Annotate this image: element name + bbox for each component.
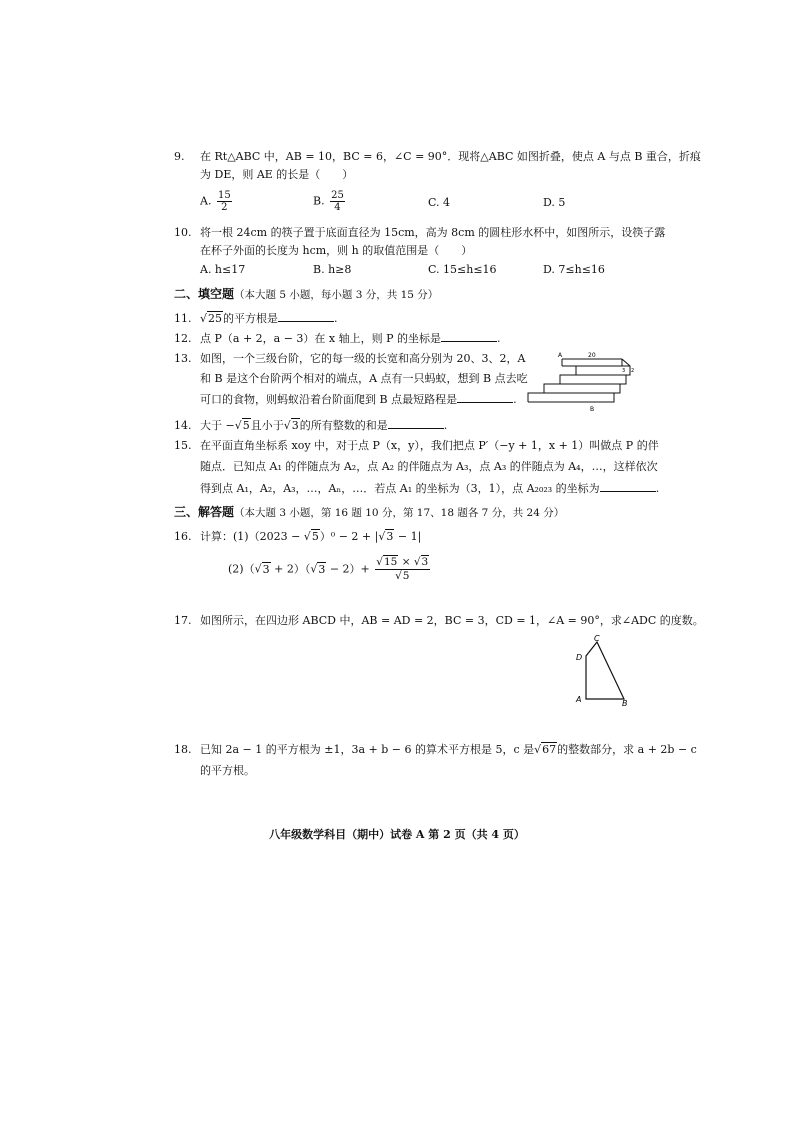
staircase-label-b: B — [590, 406, 595, 412]
vertex-label-b: B — [622, 699, 628, 708]
section-solutions-title: 三、解答题 — [174, 505, 235, 519]
q14-radicand-2: 3 — [291, 419, 299, 432]
q9-option-b — [313, 190, 345, 213]
section-solutions-heading — [174, 505, 564, 521]
q16-part2-text-b: + 2）（ — [270, 562, 311, 576]
staircase-figure — [522, 350, 642, 412]
q15-text-3: 得到点 A₁，A₂，A₃，…，Aₙ，…．若点 A₁ 的坐标为（3，1），点 A₂₀₂₃ 的坐标为 — [200, 482, 600, 495]
q10-option-d: D. 7≤h≤16 — [543, 263, 605, 276]
section-fill-in-note: （本大题 5 小题，每小题 3 分，共 15 分） — [234, 289, 439, 301]
q14-answer-blank[interactable] — [388, 418, 444, 429]
q18-text-1a: 已知 2a − 1 的平方根为 ±1，3a + b − 6 的算术平方根是 5，c 是 — [200, 743, 535, 756]
section-solutions-note: （本大题 3 小题，第 16 题 10 分，第 17、18 题各 7 分，共 24 分） — [234, 507, 565, 519]
q11-radicand: 25 — [208, 312, 223, 325]
section-fill-in-heading — [174, 287, 438, 303]
q16-part1-radicand-2: 3 — [386, 530, 394, 543]
staircase-label-height: 2 — [631, 368, 635, 374]
q15-line1 — [174, 439, 659, 453]
q14-radicand-1: 5 — [242, 419, 250, 432]
q9-option-c: C. 4 — [428, 196, 451, 209]
section-fill-in-title: 二、填空题 — [174, 287, 235, 301]
q16-part2-radicand-2: 3 — [318, 562, 326, 576]
q13-line3 — [200, 392, 517, 407]
q10-line2: 在杯子外面的长度为 hcm，则 h 的取值范围是（ ） — [200, 244, 473, 257]
q17-text: 如图所示，在四边形 ABCD 中，AB = AD = 2，BC = 3，CD = 1，∠A = 90°，求∠ADC 的度数。 — [200, 614, 704, 627]
q9-option-a-fraction — [217, 190, 232, 213]
q13-text-1: 如图，一个三级台阶，它的每一级的长宽和高分别为 20、3、2，A — [200, 352, 526, 365]
q9-line2: 为 DE，则 AE 的长是（ ） — [200, 168, 354, 181]
q9-option-b-fraction — [330, 190, 345, 213]
vertex-label-a: A — [576, 695, 582, 704]
q16-part2-numerator: √15 × √3 — [376, 556, 429, 568]
q15-line3 — [200, 481, 659, 496]
q16-part2-num-radicand-1: 15 — [383, 556, 398, 568]
q16-part2-denominator: √5 — [395, 570, 410, 582]
q9-option-d: D. 5 — [543, 196, 566, 209]
q18-radicand: 67 — [542, 743, 557, 756]
q16-part2-radicand-1: 3 — [262, 562, 270, 576]
q11-number: 11. — [174, 312, 192, 325]
q12-period: . — [497, 332, 501, 345]
q14-text-1: 大于 − — [200, 419, 235, 432]
q13-line1 — [174, 352, 525, 366]
q16-part1-text-c: − 1| — [394, 530, 422, 543]
staircase-side-profile — [592, 359, 630, 402]
staircase-label-a: A — [558, 352, 563, 359]
q11-text: 的平方根是 — [223, 312, 279, 325]
q18-line2: 的平方根。 — [200, 764, 255, 777]
q12-text: 点 P（a + 2，a − 3）在 x 轴上，则 P 的坐标是 — [200, 332, 442, 345]
q15-answer-blank[interactable] — [600, 481, 656, 492]
staircase-label-length: 20 — [588, 352, 596, 359]
q12 — [174, 331, 501, 346]
q9-text-1: 在 Rt△ABC 中，AB = 10，BC = 6，∠C = 90°．现将△ABC 如图折叠，使点 A 与点 B 重合，折痕 — [200, 150, 701, 163]
quadrilateral-abcd — [586, 642, 624, 699]
q9-option-a-denominator: 2 — [221, 202, 228, 213]
q17 — [174, 614, 704, 628]
q16-part2-fraction — [375, 556, 430, 583]
q16-part2-den-radicand: 5 — [402, 570, 410, 582]
q16-part1: 16. 计算：(1)（2023 − √5）⁰ − 2 + |√3 − 1| — [174, 530, 422, 543]
q15-number: 15. — [174, 439, 192, 452]
q9-option-b-denominator: 4 — [334, 202, 341, 213]
vertex-label-c: C — [594, 634, 600, 643]
q16-part2-num-radicand-2: 3 — [421, 556, 429, 568]
q9-line1 — [174, 150, 701, 164]
vertex-label-d: D — [576, 653, 583, 662]
q10-option-a: A. h≤17 — [200, 263, 246, 276]
page-footer: 八年级数学科目（期中）试卷 A 第 2 页（共 4 页） — [269, 828, 525, 841]
q17-number: 17. — [174, 614, 192, 627]
q14-text-3: 的所有整数的和是 — [299, 419, 388, 432]
q11: 11. √25的平方根是 . — [174, 312, 338, 325]
q16-part1-text-a: 计算：(1)（2023 − — [200, 530, 304, 543]
q10-line1 — [174, 226, 665, 240]
q16-part2-num-times: × — [398, 556, 414, 568]
q12-number: 12. — [174, 332, 192, 345]
q15-line2: 随点．已知点 A₁ 的伴随点为 A₂，点 A₂ 的伴随点为 A₃，点 A₃ 的伴随点为 A₄，…，这样依次 — [200, 460, 658, 473]
q14-number: 14. — [174, 419, 192, 432]
q14: 14. 大于 −√5且小于√3的所有整数的和是 . — [174, 419, 448, 432]
q10-number: 10. — [174, 226, 192, 239]
q13-line2: 和 B 是这个台阶两个相对的端点，A 点有一只蚂蚁，想到 B 点去吃 — [200, 372, 528, 385]
q16-part2-text-a: (2)（ — [228, 562, 255, 576]
q15-period: . — [655, 482, 660, 495]
q11-answer-blank[interactable] — [278, 311, 334, 322]
q18-number: 18. — [174, 743, 192, 756]
q10-text-1: 将一根 24cm 的筷子置于底面直径为 15cm，高为 8cm 的圆柱形水杯中，如图所示，设筷子露 — [200, 226, 666, 239]
staircase-label-width: 3 — [622, 368, 626, 374]
quadrilateral-figure — [572, 632, 636, 708]
q16-part2: (2)（√3 + 2）（√3 − 2）+ $\frac{√15 \times √3}{√5}$ — [228, 556, 429, 582]
q13-answer-blank[interactable] — [457, 392, 513, 403]
q13-period: . — [513, 393, 517, 406]
q18-line1: 18. 已知 2a − 1 的平方根为 ±1，3a + b − 6 的算术平方根是 5，c 是√67的整数部分，求 a + 2b − c — [174, 743, 697, 756]
q14-period: . — [443, 419, 448, 432]
q9-option-a-numerator: 15 — [217, 190, 231, 201]
q16-part1-radicand: 5 — [311, 530, 319, 543]
q10-option-c: C. 15≤h≤16 — [428, 263, 497, 276]
q16-part1-text-b: ）⁰ − 2 + | — [319, 530, 379, 543]
q11-period: . — [334, 312, 338, 325]
q13-text-3: 可口的食物，则蚂蚁沿着台阶面爬到 B 点最短路程是 — [200, 393, 458, 406]
q9-option-a-label: A. — [200, 194, 212, 208]
q18-text-1b: 的整数部分，求 a + 2b − c — [557, 743, 697, 756]
q16-part2-text-c: − 2）+ — [326, 562, 370, 576]
q14-text-2: 且小于 — [250, 419, 284, 432]
q9-option-b-numerator: 25 — [331, 190, 344, 201]
q9-option-a — [200, 190, 232, 213]
q9-number: 9. — [174, 150, 185, 163]
q12-answer-blank[interactable] — [441, 331, 497, 342]
q9-option-b-label: B. — [313, 194, 325, 208]
q10-option-b: B. h≥8 — [313, 263, 352, 276]
q16-number: 16. — [174, 530, 192, 543]
q13-number: 13. — [174, 352, 192, 365]
q15-text-1: 在平面直角坐标系 xoy 中，对于点 P（x，y），我们把点 P′（−y + 1，x + 1）叫做点 P 的伴 — [200, 439, 659, 452]
